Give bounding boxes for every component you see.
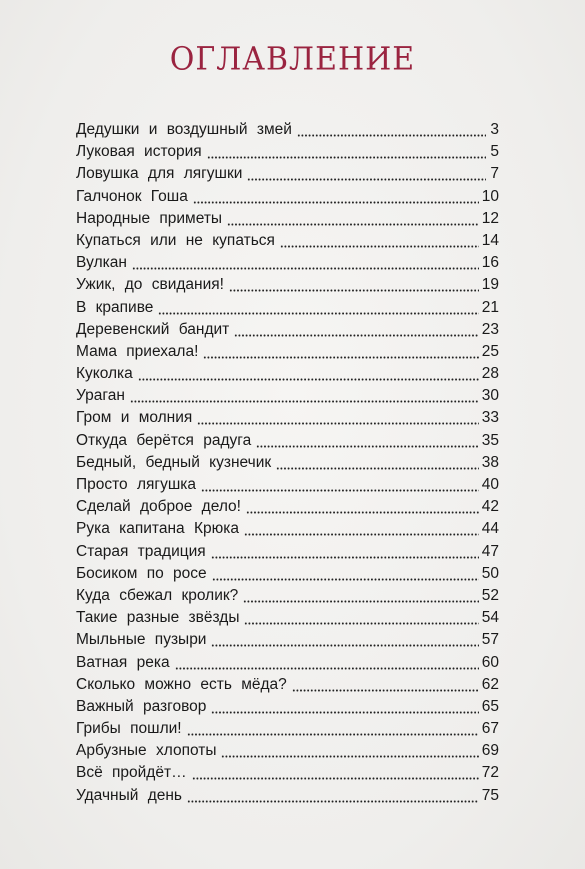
dot-leader [297, 119, 486, 141]
dot-leader [201, 474, 479, 496]
toc-entry-page-number: 19 [481, 276, 499, 294]
toc-entry-title: Сколько можно есть мёда? [76, 675, 287, 693]
toc-entry-title: Луковая история [76, 143, 202, 161]
toc-entry [76, 674, 499, 696]
dot-leader [256, 430, 479, 452]
toc-entry [76, 518, 499, 540]
toc-entry-page-number: 42 [481, 498, 499, 516]
dot-leader [130, 385, 479, 407]
toc-entry [76, 141, 499, 163]
toc-entry [76, 762, 499, 784]
toc-entry-page-number: 28 [481, 365, 499, 383]
toc-entry-page-number: 54 [481, 609, 499, 627]
toc-entry-title: Куда сбежал кролик? [76, 586, 239, 604]
toc-entry-page-number: 69 [481, 742, 499, 760]
toc-entry [76, 696, 499, 718]
toc-entry [76, 363, 499, 385]
toc-entry [76, 585, 499, 607]
toc-entry-page-number: 23 [481, 320, 499, 338]
toc-entry-page-number: 21 [481, 298, 499, 316]
toc-entry-title: Ватная река [76, 653, 170, 671]
toc-entry-title: Старая традиция [76, 542, 206, 560]
toc-entry-title: Всё пройдёт… [76, 764, 187, 782]
toc-entry-title: Удачный день [76, 786, 182, 804]
dot-leader [229, 274, 479, 296]
toc-entry-page-number: 44 [481, 520, 499, 538]
toc-entry [76, 474, 499, 496]
toc-entry [76, 629, 499, 651]
toc-entry [76, 652, 499, 674]
dot-leader [243, 585, 478, 607]
toc-entry-page-number: 7 [490, 165, 499, 183]
toc-entry [76, 430, 499, 452]
dot-leader [246, 496, 479, 518]
dot-leader [211, 696, 478, 718]
dot-leader [197, 407, 478, 429]
toc-entry-title: Дедушки и воздушный змей [76, 121, 292, 138]
dot-leader [211, 629, 478, 651]
dot-leader [211, 541, 479, 563]
toc-entry-title: Ужик, до свидания! [76, 276, 224, 294]
dot-leader [158, 297, 478, 319]
toc-entry-page-number: 30 [481, 387, 499, 405]
toc-entry-title: Рука капитана Крюка [76, 520, 239, 538]
dot-leader [138, 363, 479, 385]
toc-entry-title: Сделай доброе дело! [76, 498, 241, 516]
toc-entry-page-number: 75 [481, 786, 499, 804]
dot-leader [193, 186, 479, 208]
toc-entry-page-number: 62 [481, 675, 499, 693]
toc-entry-page-number: 25 [481, 342, 499, 360]
toc-entry-title: Вулкан [76, 254, 127, 272]
toc-entry [76, 452, 499, 474]
toc-entry [76, 496, 499, 518]
toc-entry [76, 208, 499, 230]
dot-leader [192, 762, 479, 784]
dot-leader [244, 607, 478, 629]
dot-leader [207, 141, 486, 163]
toc-entry-title: Мама приехала! [76, 342, 199, 360]
toc-entry-title: Грибы пошли! [76, 720, 182, 738]
toc-entry [76, 385, 499, 407]
toc-entry-page-number: 35 [481, 431, 499, 449]
toc-entry-title: Откуда берётся радуга [76, 431, 252, 449]
dot-leader [175, 652, 479, 674]
dot-leader [212, 563, 479, 585]
toc-entry-title: Народные приметы [76, 209, 223, 227]
toc-entry-page-number: 12 [481, 209, 499, 227]
toc-entry-title: Арбузные хлопоты [76, 742, 217, 760]
toc-entry-title: Бедный, бедный кузнечик [76, 453, 272, 471]
dot-leader [187, 718, 479, 740]
dot-leader [221, 740, 478, 762]
toc-entry-title: Куколка [76, 365, 133, 383]
toc-entry [76, 407, 499, 429]
toc-entry-page-number: 65 [481, 697, 499, 715]
toc-entry [76, 563, 499, 585]
toc-entry-page-number: 14 [481, 231, 499, 249]
toc-entry [76, 297, 499, 319]
toc-entry-title: Галчонок Гоша [76, 187, 188, 205]
toc-entry [76, 718, 499, 740]
toc-entry-page-number: 50 [481, 564, 499, 582]
toc-entry-title: Купаться или не купаться [76, 231, 275, 249]
dot-leader [280, 230, 479, 252]
toc-entry-page-number: 5 [490, 143, 499, 161]
toc-entry-page-number: 38 [481, 453, 499, 471]
dot-leader [247, 163, 486, 185]
toc-entry-page-number: 60 [481, 653, 499, 671]
toc-entry-page-number: 72 [481, 764, 499, 782]
toc-entry-title: В крапиве [76, 298, 154, 316]
toc-entry-page-number: 33 [481, 409, 499, 427]
dot-leader [234, 319, 478, 341]
toc-entry-page-number: 40 [481, 476, 499, 493]
toc-entry-title: Деревенский бандит [76, 320, 230, 338]
table-of-contents [76, 119, 499, 807]
toc-entry [76, 252, 499, 274]
toc-entry [76, 186, 499, 208]
toc-entry [76, 319, 499, 341]
dot-leader [203, 341, 478, 363]
toc-entry-page-number: 57 [481, 631, 499, 649]
toc-entry [76, 274, 499, 296]
toc-entry-title: Босиком по росе [76, 564, 207, 582]
toc-entry-page-number: 16 [481, 254, 499, 272]
toc-entry-page-number: 67 [481, 720, 499, 738]
toc-entry-title: Важный разговор [76, 697, 207, 715]
toc-entry [76, 341, 499, 363]
dot-leader [276, 452, 479, 474]
page-title: ОГЛАВЛЕНИЕ [169, 41, 416, 78]
toc-entry [76, 785, 499, 807]
toc-entry [76, 119, 499, 141]
toc-entry-page-number: 10 [481, 187, 499, 205]
dot-leader [227, 208, 479, 230]
dot-leader [292, 674, 479, 696]
toc-entry-title: Гром и молния [76, 409, 193, 427]
dot-leader [187, 785, 479, 807]
toc-entry-title: Такие разные звёзды [76, 609, 240, 627]
toc-entry-title: Мыльные пузыри [76, 631, 207, 649]
toc-entry [76, 541, 499, 563]
dot-leader [132, 252, 479, 274]
toc-entry-page-number: 52 [481, 586, 499, 604]
toc-entry [76, 230, 499, 252]
toc-entry-page-number: 3 [490, 121, 499, 138]
toc-entry [76, 607, 499, 629]
toc-entry-title: Ловушка для лягушки [76, 165, 243, 183]
toc-entry [76, 163, 499, 185]
toc-entry-title: Ураган [76, 387, 125, 405]
toc-entry [76, 740, 499, 762]
dot-leader [244, 518, 479, 540]
toc-entry-page-number: 47 [481, 542, 499, 560]
toc-entry-title: Просто лягушка [76, 476, 197, 493]
